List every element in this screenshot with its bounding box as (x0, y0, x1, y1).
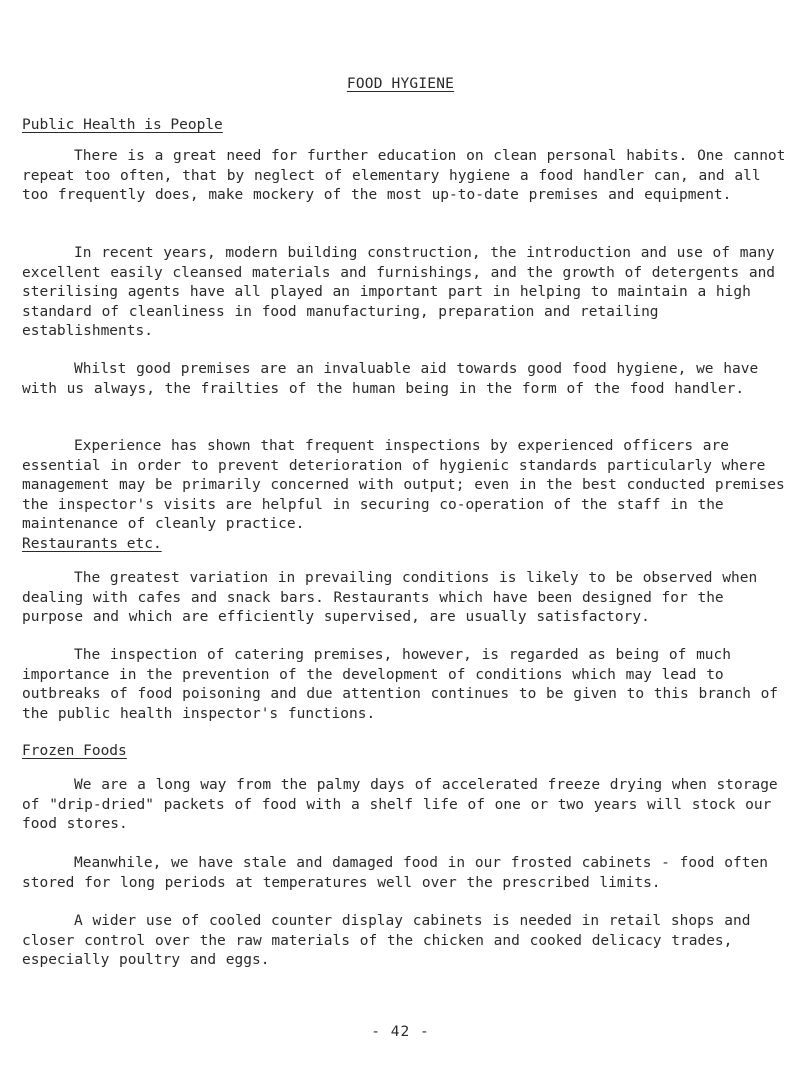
paragraph: Whilst good premises are an invaluable aid towards good food hygiene, we have with us always, the frailties of the human being in the form of the food handler. (22, 361, 759, 397)
page-title: FOOD HYGIENE (346, 76, 455, 92)
paragraph: The inspection of catering premises, however, is regarded as being of much importance in the prevention of the development of conditions which may lead to outbreaks of food poisoning and due attention continues to be given to this branch of the public health inspector's functions. (22, 647, 779, 722)
page-number: - 42 - (371, 1024, 430, 1040)
paragraph: A wider use of cooled counter display cabinets is needed in retail shops and closer control over the raw materials of the chicken and cooked delicacy trades, especially poultry and eggs. (22, 913, 751, 968)
section-heading-restaurants: Restaurants etc. (22, 536, 162, 552)
section-heading-frozen-foods: Frozen Foods (22, 743, 127, 759)
paragraph: In recent years, modern building construction, the introduction and use of many excellent easily cleansed materials and furnishings, and the growth of detergents and sterilising agents have all played an important part in helping to maintain a high standard of cleanliness in food manufacturing, preparation and retailing establishments. (22, 245, 776, 339)
section-heading-public-health: Public Health is People (22, 117, 223, 133)
paragraph: We are a long way from the palmy days of accelerated freeze drying when storage of "drip-dried" packets of food with a shelf life of one or two years will stock our food stores. (22, 777, 778, 832)
paragraph: The greatest variation in prevailing conditions is likely to be observed when dealing with cafes and snack bars. Restaurants which have been designed for the purpose and which are efficiently supervised, are usually satisfactory. (22, 570, 758, 625)
paragraph: There is a great need for further education on clean personal habits. One cannot repeat too often, that by neglect of elementary hygiene a food handler can, and all too frequently does, make mockery of the most up-to-date premises and equipment. (22, 148, 786, 203)
paragraph: Experience has shown that frequent inspections by experienced officers are essential in order to prevent deterioration of hygienic standards particularly where management may be primarily concerned with output; even in the best conducted premises the inspector's visits are helpful in securing co-operation of the staff in the maintenance of cleanly practice. (22, 438, 785, 532)
paragraph: Meanwhile, we have stale and damaged food in our frosted cabinets - food often stored for long periods at temperatures well over the prescribed limits. (22, 855, 768, 891)
